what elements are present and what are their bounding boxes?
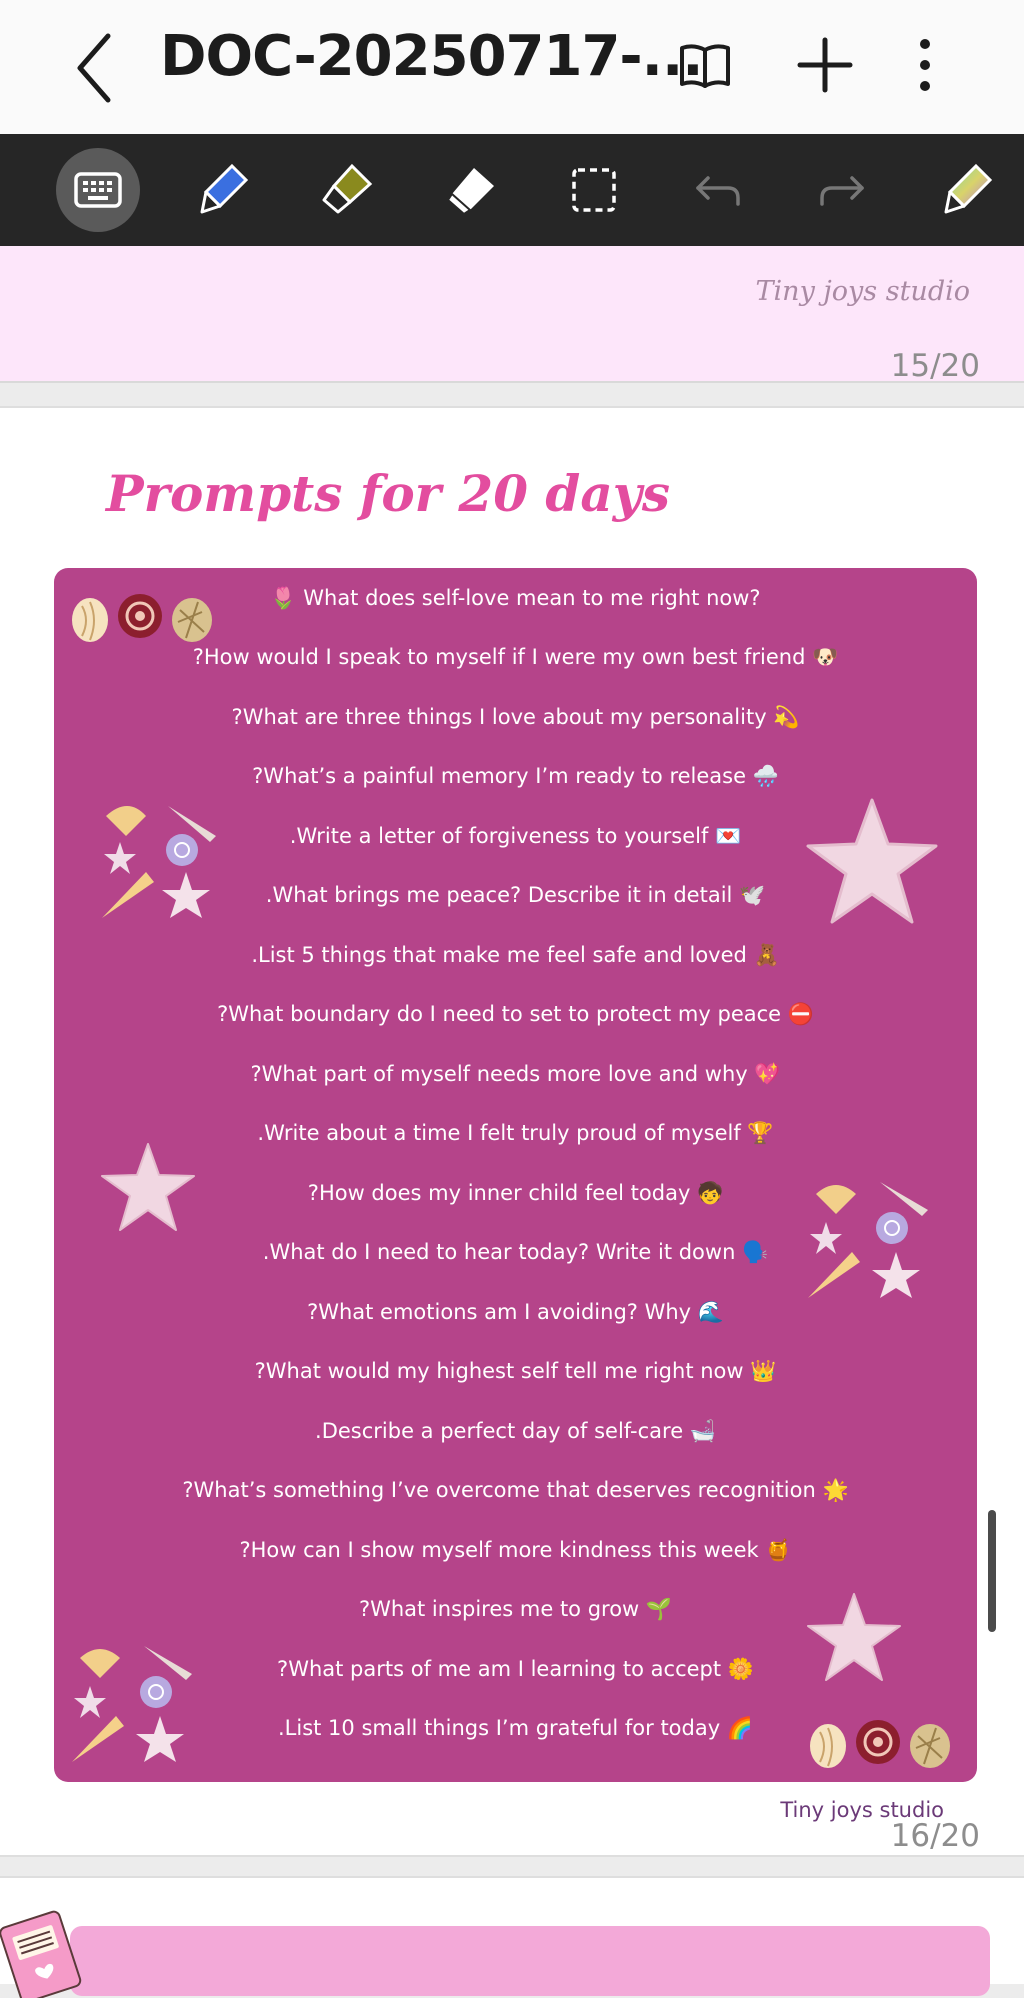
undo-icon[interactable] <box>676 148 760 232</box>
plus-icon[interactable] <box>790 30 860 100</box>
page-number: 15/20 <box>890 348 980 384</box>
prompt-item: ?What’s something I’ve overcome that deserves recognition 🌟 <box>182 1478 849 1502</box>
prompt-item: .What do I need to hear today? Write it down 🗣️ <box>262 1240 769 1264</box>
drawing-toolbar <box>0 134 1024 246</box>
eraser-icon[interactable] <box>428 148 512 232</box>
prompt-item: .What brings me peace? Describe it in detail 🕊️ <box>265 883 766 907</box>
book-open-icon[interactable] <box>670 30 740 100</box>
prompt-item: ?How would I speak to myself if I were my own best friend 🐶 <box>192 645 839 669</box>
page-15 <box>0 246 1024 383</box>
starfish-icon <box>802 796 942 926</box>
prompt-item: ?What parts of me am I learning to accept 🌼 <box>277 1657 754 1681</box>
prompt-item: .Write a letter of forgiveness to yourself 💌 <box>289 824 742 848</box>
page-heading: Prompts for 20 days <box>106 464 670 523</box>
prompt-item: ?What inspires me to grow 🌱 <box>358 1597 673 1621</box>
starfish-icon <box>100 1142 196 1234</box>
seashells-icon <box>804 1176 934 1306</box>
studio-credit: Tiny joys studio <box>780 1798 944 1822</box>
pen-icon[interactable] <box>180 148 264 232</box>
starfish-icon <box>806 1592 902 1684</box>
prompt-item: ?What are three things I love about my personality 💫 <box>231 705 800 729</box>
document-title: DOC-20250717-... <box>160 24 703 89</box>
redo-icon[interactable] <box>800 148 884 232</box>
prompts-card <box>54 568 977 1782</box>
prompt-item: ?What boundary do I need to set to protect my peace ⛔ <box>217 1002 814 1026</box>
more-vert-icon[interactable] <box>890 30 960 100</box>
highlighter-icon[interactable] <box>304 148 388 232</box>
lasso-select-icon[interactable] <box>552 148 636 232</box>
prompt-item: ?How does my inner child feel today 🧒 <box>307 1181 724 1205</box>
keyboard-icon[interactable] <box>56 148 140 232</box>
scrollbar[interactable] <box>988 1510 996 1632</box>
prompt-item: ?What part of myself needs more love and why 💖 <box>250 1062 781 1086</box>
prompt-item: ?How can I show myself more kindness this week 🍯 <box>239 1538 792 1562</box>
page-17 <box>0 1876 1024 1984</box>
seashells-icon <box>806 1716 956 1772</box>
page-16 <box>0 406 1024 1857</box>
pen-settings-icon[interactable] <box>924 148 1008 232</box>
prompt-item: ?What would my highest self tell me right now 👑 <box>254 1359 777 1383</box>
prompt-item: ?What emotions am I avoiding? Why 🌊 <box>307 1300 724 1324</box>
app-bar <box>0 0 1024 134</box>
page-banner <box>70 1926 990 1996</box>
prompt-item: .List 10 small things I’m grateful for today 🌈 <box>278 1716 753 1740</box>
prompt-item: ?What’s a painful memory I’m ready to release 🌧️ <box>252 764 779 788</box>
notebook-icon <box>0 1908 84 1998</box>
chevron-left-icon[interactable] <box>70 28 120 108</box>
seashells-icon <box>98 796 228 926</box>
prompt-item: .List 5 things that make me feel safe and loved 🧸 <box>251 943 780 967</box>
studio-credit: Tiny joys studio <box>755 276 970 307</box>
prompt-item: 🌷 What does self-love mean to me right now? <box>270 586 761 610</box>
prompt-item: .Write about a time I felt truly proud of myself 🏆 <box>257 1121 774 1145</box>
seashells-icon <box>68 1640 198 1770</box>
seashells-icon <box>68 590 218 646</box>
page-number: 16/20 <box>890 1818 980 1854</box>
prompt-item: .Describe a perfect day of self-care 🛁 <box>315 1419 716 1443</box>
